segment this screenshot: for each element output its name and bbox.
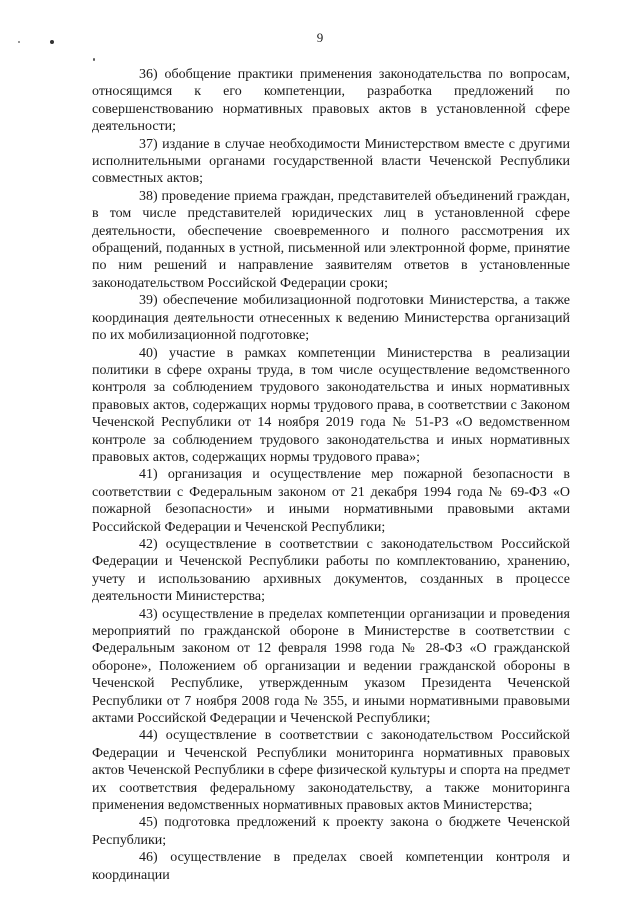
list-item-40: 40) участие в рамках компетенции Министерства в реализации политики в сфере охраны труда, в том числе осуществление ведомственного контроля за соблюдением трудового законодательства и иных нормативных правовых актов, содержащих нормы трудового права, в соответствии с Законом Чеченской Республики от 14 ноября 2019 года № 51-РЗ «О ведомственном контроле за соблюдением трудового законодательства и иных нормативных правовых актов, содержащих нормы трудового права»;: [92, 345, 570, 465]
page-number: 9: [316, 30, 324, 45]
list-item-44: 44) осуществление в соответствии с законодательством Российской Федерации и Чеченской Республики мониторинга нормативных правовых актов Чеченской Республики в сфере физической культуры и спорта на предмет их соответствия федеральному законодательству, а также мониторинга применения ведомственных нормативных правовых актов Министерства;: [92, 728, 570, 814]
list-item-43: 43) осуществление в пределах компетенции организации и проведения мероприятий по гражданской обороне в Министерстве в соответствии с Федеральным законом от 12 февраля 1998 года № 28-ФЗ «О гражданской обороне», Положением об организации и ведении гражданской обороны в Чеченской Республике, утвержденным указом Президента Чеченской Республики от 7 ноября 2008 года № 355, и иными нормативными правовыми актами Российской Федерации и Чеченской Республики;: [92, 606, 570, 727]
list-item-37: 37) издание в случае необходимости Министерством вместе с другими исполнительными органами государственной власти Чеченской Республики совместных актов;: [92, 136, 570, 187]
list-item-42: 42) осуществление в соответствии с законодательством Российской Федерации и Чеченской Республики работы по комплектованию, хранению, учету и использованию архивных документов, созданных в процессе деятельности Министерства;: [92, 536, 570, 605]
list-item-46: 46) осуществление в пределах своей компетенции контроля и координации: [92, 850, 570, 883]
list-item-45: 45) подготовка предложений к проекту закона о бюджете Чеченской Республики;: [92, 815, 570, 848]
document-body: [92, 66, 570, 884]
list-item-39: 39) обеспечение мобилизационной подготовки Министерства, а также координация деятельности отнесенных к ведению Министерства организаций по их мобилизационной подготовке;: [92, 293, 570, 344]
list-item-41: 41) организация и осуществление мер пожарной безопасности в соответствии с Федеральным законом от 21 декабря 1994 года № 69-ФЗ «О пожарной безопасности» и иными нормативными правовыми актами Российской Федерации и Чеченской Республики;: [92, 467, 570, 535]
scan-speck: [93, 58, 95, 61]
list-item-38: 38) проведение приема граждан, представителей объединений граждан, в том числе представителей юридических лиц в установленной сфере деятельности, обеспечение своевременного и полного рассмотрения их обращений, поданных в устной, письменной или электронной форме, принятие по ним решений и направление заявителям ответов в установленные законодательством Российской Федерации сроки;: [92, 188, 570, 291]
list-item-36: 36) обобщение практики применения законодательства по вопросам, относящимся к его компетенции, разработка предложений по совершенствованию нормативных правовых актов в установленной сфере деятельности;: [92, 67, 570, 135]
